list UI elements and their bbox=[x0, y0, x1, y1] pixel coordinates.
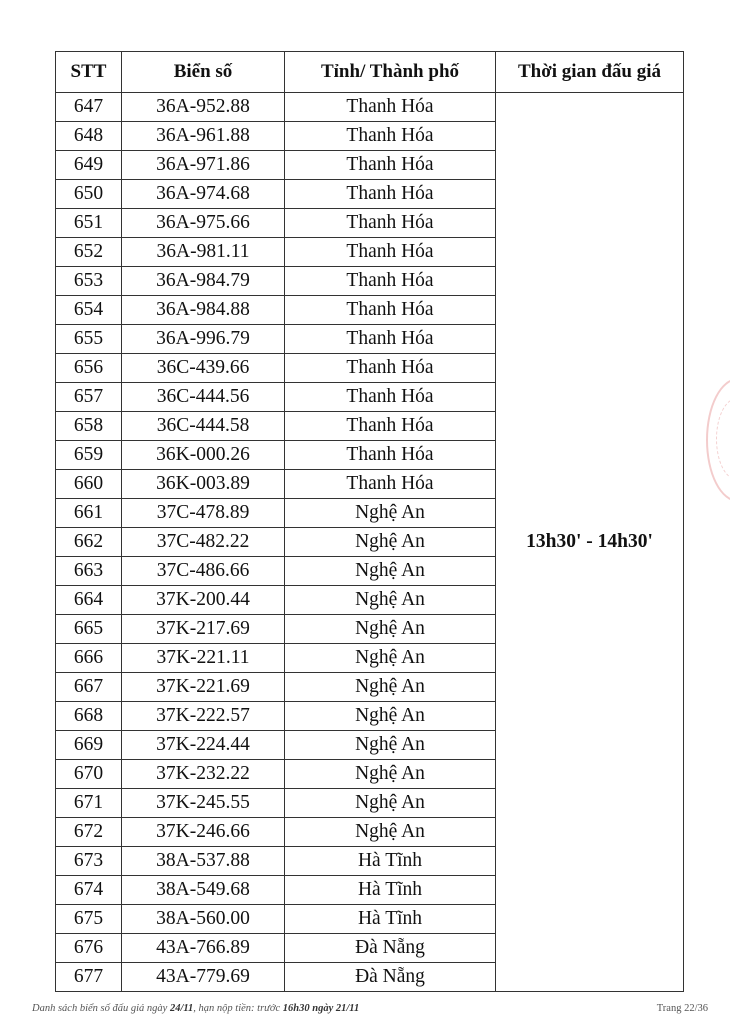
cell-stt: 673 bbox=[56, 847, 122, 876]
cell-plate: 37K-200.44 bbox=[122, 586, 285, 615]
page-number: Trang 22/36 bbox=[656, 1003, 708, 1014]
cell-province: Thanh Hóa bbox=[285, 267, 496, 296]
cell-plate: 37K-221.11 bbox=[122, 644, 285, 673]
cell-auction-time: 13h30' - 14h30' bbox=[496, 93, 684, 992]
cell-plate: 36A-952.88 bbox=[122, 93, 285, 122]
cell-plate: 37C-482.22 bbox=[122, 528, 285, 557]
cell-province: Thanh Hóa bbox=[285, 412, 496, 441]
header-stt: STT bbox=[56, 52, 122, 93]
header-plate: Biển số bbox=[122, 52, 285, 93]
cell-stt: 674 bbox=[56, 876, 122, 905]
cell-plate: 36C-444.58 bbox=[122, 412, 285, 441]
footer-prefix: Danh sách biển số đấu giá ngày bbox=[32, 1003, 170, 1014]
cell-plate: 36A-971.86 bbox=[122, 151, 285, 180]
cell-province: Thanh Hóa bbox=[285, 180, 496, 209]
cell-stt: 668 bbox=[56, 702, 122, 731]
cell-stt: 659 bbox=[56, 441, 122, 470]
cell-stt: 661 bbox=[56, 499, 122, 528]
cell-province: Thanh Hóa bbox=[285, 209, 496, 238]
cell-plate: 37K-222.57 bbox=[122, 702, 285, 731]
cell-stt: 671 bbox=[56, 789, 122, 818]
cell-plate: 43A-766.89 bbox=[122, 934, 285, 963]
cell-plate: 37K-246.66 bbox=[122, 818, 285, 847]
cell-plate: 43A-779.69 bbox=[122, 963, 285, 992]
cell-plate: 37C-478.89 bbox=[122, 499, 285, 528]
cell-stt: 649 bbox=[56, 151, 122, 180]
cell-province: Hà Tĩnh bbox=[285, 905, 496, 934]
cell-plate: 37K-217.69 bbox=[122, 615, 285, 644]
cell-stt: 655 bbox=[56, 325, 122, 354]
cell-stt: 676 bbox=[56, 934, 122, 963]
cell-stt: 658 bbox=[56, 412, 122, 441]
cell-stt: 665 bbox=[56, 615, 122, 644]
cell-stt: 654 bbox=[56, 296, 122, 325]
cell-province: Nghệ An bbox=[285, 586, 496, 615]
cell-province: Hà Tĩnh bbox=[285, 876, 496, 905]
footer-note bbox=[32, 1003, 359, 1014]
cell-plate: 36A-984.88 bbox=[122, 296, 285, 325]
cell-province: Nghệ An bbox=[285, 760, 496, 789]
plates-table bbox=[55, 51, 684, 992]
cell-plate: 37K-221.69 bbox=[122, 673, 285, 702]
cell-province: Đà Nẵng bbox=[285, 934, 496, 963]
header-row bbox=[56, 52, 684, 93]
cell-plate: 37K-224.44 bbox=[122, 731, 285, 760]
cell-province: Hà Tĩnh bbox=[285, 847, 496, 876]
cell-province: Thanh Hóa bbox=[285, 238, 496, 267]
cell-plate: 37K-245.55 bbox=[122, 789, 285, 818]
cell-plate: 36A-984.79 bbox=[122, 267, 285, 296]
cell-stt: 675 bbox=[56, 905, 122, 934]
cell-province: Đà Nẵng bbox=[285, 963, 496, 992]
cell-plate: 36C-444.56 bbox=[122, 383, 285, 412]
cell-province: Nghệ An bbox=[285, 673, 496, 702]
cell-province: Nghệ An bbox=[285, 644, 496, 673]
cell-stt: 652 bbox=[56, 238, 122, 267]
cell-stt: 664 bbox=[56, 586, 122, 615]
table-body bbox=[56, 93, 684, 992]
cell-stt: 662 bbox=[56, 528, 122, 557]
cell-stt: 656 bbox=[56, 354, 122, 383]
cell-stt: 650 bbox=[56, 180, 122, 209]
cell-stt: 669 bbox=[56, 731, 122, 760]
cell-stt: 648 bbox=[56, 122, 122, 151]
cell-plate: 36A-981.11 bbox=[122, 238, 285, 267]
cell-stt: 657 bbox=[56, 383, 122, 412]
cell-plate: 37C-486.66 bbox=[122, 557, 285, 586]
cell-province: Thanh Hóa bbox=[285, 151, 496, 180]
cell-plate: 36A-974.68 bbox=[122, 180, 285, 209]
cell-plate: 36C-439.66 bbox=[122, 354, 285, 383]
cell-plate: 36K-000.26 bbox=[122, 441, 285, 470]
header-province: Tỉnh/ Thành phố bbox=[285, 52, 496, 93]
cell-plate: 38A-537.88 bbox=[122, 847, 285, 876]
cell-province: Thanh Hóa bbox=[285, 325, 496, 354]
cell-stt: 647 bbox=[56, 93, 122, 122]
footer-deadline: 16h30 ngày 21/11 bbox=[282, 1003, 360, 1014]
footer-date: 24/11 bbox=[169, 1003, 194, 1014]
cell-province: Nghệ An bbox=[285, 557, 496, 586]
cell-plate: 36K-003.89 bbox=[122, 470, 285, 499]
cell-stt: 666 bbox=[56, 644, 122, 673]
cell-province: Thanh Hóa bbox=[285, 383, 496, 412]
cell-province: Nghệ An bbox=[285, 818, 496, 847]
cell-province: Thanh Hóa bbox=[285, 354, 496, 383]
cell-province: Thanh Hóa bbox=[285, 296, 496, 325]
cell-plate: 38A-560.00 bbox=[122, 905, 285, 934]
cell-province: Thanh Hóa bbox=[285, 470, 496, 499]
cell-stt: 667 bbox=[56, 673, 122, 702]
cell-stt: 651 bbox=[56, 209, 122, 238]
cell-province: Nghệ An bbox=[285, 731, 496, 760]
cell-province: Nghệ An bbox=[285, 615, 496, 644]
table-row bbox=[56, 93, 684, 122]
cell-stt: 670 bbox=[56, 760, 122, 789]
cell-province: Nghệ An bbox=[285, 499, 496, 528]
footer-middle: , hạn nộp tiền: trước bbox=[193, 1003, 283, 1014]
cell-province: Nghệ An bbox=[285, 528, 496, 557]
cell-stt: 660 bbox=[56, 470, 122, 499]
cell-province: Thanh Hóa bbox=[285, 441, 496, 470]
cell-stt: 677 bbox=[56, 963, 122, 992]
cell-plate: 36A-961.88 bbox=[122, 122, 285, 151]
cell-plate: 36A-975.66 bbox=[122, 209, 285, 238]
header-time: Thời gian đấu giá bbox=[496, 52, 684, 93]
cell-plate: 36A-996.79 bbox=[122, 325, 285, 354]
cell-province: Nghệ An bbox=[285, 702, 496, 731]
cell-stt: 663 bbox=[56, 557, 122, 586]
cell-province: Thanh Hóa bbox=[285, 93, 496, 122]
cell-province: Thanh Hóa bbox=[285, 122, 496, 151]
cell-plate: 38A-549.68 bbox=[122, 876, 285, 905]
cell-stt: 653 bbox=[56, 267, 122, 296]
cell-province: Nghệ An bbox=[285, 789, 496, 818]
cell-plate: 37K-232.22 bbox=[122, 760, 285, 789]
cell-stt: 672 bbox=[56, 818, 122, 847]
